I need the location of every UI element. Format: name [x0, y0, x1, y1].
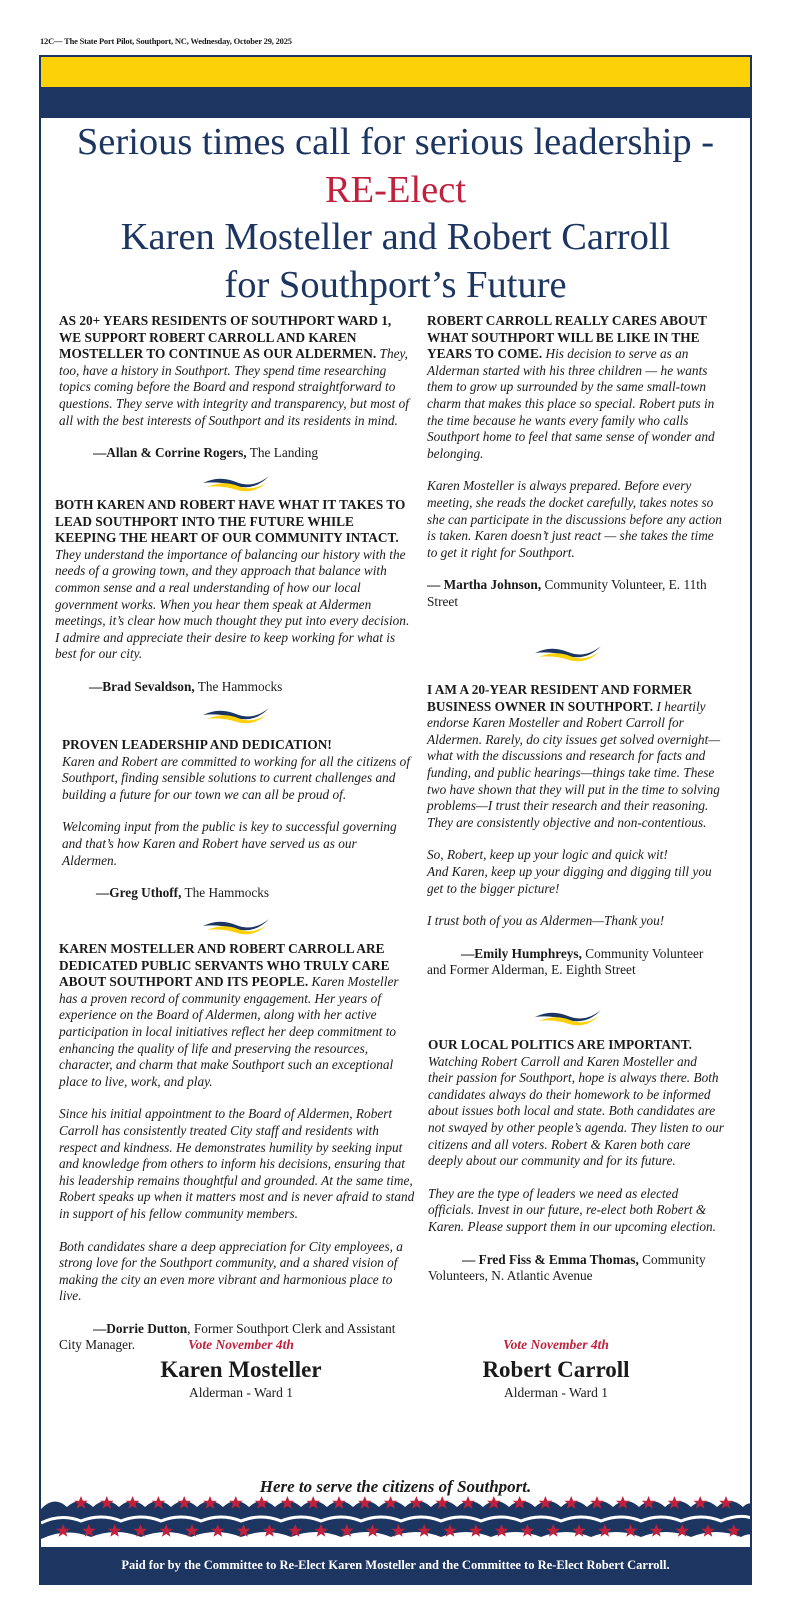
vote-date: Vote November 4th	[188, 1337, 294, 1352]
signature-location: , Former Southport Clerk and Assistant City Manager.	[59, 1320, 396, 1353]
yellow-banner	[41, 57, 750, 87]
testimonial-lead: KAREN MOSTELLER AND ROBERT CARROLL ARE DEDICATED PUBLIC SERVANTS WHO TRULY CARE ABOUT SOUTHPORT AND ITS PEOPLE.	[59, 941, 390, 990]
wave-swoosh-icon	[201, 703, 271, 725]
testimonial-body-3: Both candidates share a deep appreciation for City employees, a strong love for the Southport community, and a shared vision of making the city an even more vibrant and harmonious place to live.	[59, 1238, 403, 1304]
testimonial-body: His decision to serve as an Alderman started with his three children — he wants them to grow up surrounded by the same small-town charm that makes this place so special. Robert puts in the time because he wants every family who calls Southport home to feel that same sense of wonder and belonging.	[427, 346, 715, 461]
testimonial-rogers	[59, 313, 415, 462]
wave-swoosh-icon	[533, 1005, 603, 1027]
testimonial-sevaldson	[55, 497, 415, 696]
wave-swoosh-icon	[201, 471, 271, 493]
political-ad	[39, 55, 752, 1585]
headline-line-3: Karen Mosteller and Robert Carroll	[120, 216, 671, 258]
signature-location: The Hammocks	[181, 885, 270, 901]
testimonial-lead: BOTH KAREN AND ROBERT HAVE WHAT IT TAKES TO LEAD SOUTHPORT INTO THE FUTURE WHILE KEEPING THE HEART OF OUR COMMUNITY INTACT.	[55, 497, 406, 546]
testimonial-body: I heartily endorse Karen Mosteller and Robert Carroll for Aldermen. Rarely, do city issues get solved overnight—what with the discussions and research for facts and funding, and public hearings—things take time. These two have shown that they will put in the time to solving problems—I trust their research and their reasoning. They are consistently objective and non-contentious.	[427, 698, 721, 830]
signature-location: Community Volunteer, E. 11th Street	[427, 577, 707, 609]
signature-name: —Brad Sevaldson,	[89, 678, 195, 694]
signature-location: Community Volunteers, N. Atlantic Avenue	[428, 1251, 706, 1284]
headline-line-4: for Southport’s Future	[224, 263, 567, 306]
vote-date: Vote November 4th	[503, 1337, 609, 1352]
testimonial-body-2: Welcoming input from the public is key to successful governing and that’s how Karen and Robert have served us as our Aldermen.	[62, 819, 397, 868]
signature-name: — Martha Johnson,	[427, 577, 542, 593]
testimonial-fiss-thomas	[428, 1037, 724, 1285]
testimonial-body-3: I trust both of you as Aldermen—Thank you!	[427, 913, 665, 929]
candidate-title: Alderman - Ward 1	[503, 1385, 608, 1400]
headline-line-2: RE-Elect	[324, 168, 467, 211]
testimonial-body-2: Karen Mosteller is always prepared. Before every meeting, she reads the docket carefully, takes notes so she can participate in the discussions before any action is taken. Karen doesn’t just react — she takes the time to get it right for Southport.	[427, 478, 722, 560]
candidate-name: Karen Mosteller	[160, 1357, 322, 1382]
candidate-name: Robert Carroll	[482, 1357, 630, 1382]
candidate-robert	[436, 1337, 676, 1400]
signature-location: Community Volunteer and Former Alderman, E. Eighth Street	[427, 945, 704, 978]
navy-banner	[41, 87, 750, 118]
testimonial-body-2b: And Karen, keep up your digging and digging till you get to the bigger picture!	[427, 863, 712, 896]
candidate-karen	[121, 1337, 361, 1400]
tagline: Here to serve the citizens of Southport.	[259, 1477, 532, 1496]
wave-swoosh-icon	[201, 914, 271, 936]
testimonial-body-2: Since his initial appointment to the Board of Aldermen, Robert Carroll has consistently treated City staff and residents with respect and kindness. He demonstrates humility by seeking input and knowledge from others to inform his decisions, ensuring that his leadership remains thoughtful and grounded. At the same time, Robert speaks up when it matters most and is never afraid to stand in support of his fellow community members.	[59, 1106, 415, 1221]
testimonial-body: They understand the importance of balancing our history with the needs of a growing town, and they approach that balance with common sense and a real understanding of how our local government works. When you hear them speak at Aldermen meetings, it’s clear how much thought they put into every decision. I admire and appreciate their desire to keep working for what is best for our city.	[55, 546, 410, 662]
testimonial-lead: OUR LOCAL POLITICS ARE IMPORTANT.	[428, 1037, 692, 1052]
testimonial-body: They, too, have a history in Southport. They spend time researching topics coming before the Board and respond straightforward to questions. They serve with integrity and transparency, but most of all with the best interests of Southport and its residents in mind.	[59, 346, 409, 428]
testimonial-body: Karen Mosteller has a proven record of community engagement. Her years of experience on the Board of Aldermen, along with her active participation in local initiatives reflect her deep commitment to enhancing the quality of life and preserving the resources, character, and charm that make Southport such an exceptional place to live, work, and play.	[59, 974, 399, 1089]
testimonial-lead: AS 20+ YEARS RESIDENTS OF SOUTHPORT WARD 1, WE SUPPORT ROBERT CARROLL AND KAREN MOSTELLER TO CONTINUE AS OUR ALDERMEN.	[59, 313, 392, 362]
stars-and-waves-border	[41, 1493, 752, 1551]
testimonial-body: Karen and Robert are committed to working for all the citizens of Southport, finding sensible solutions to current challenges and building a future for our town we can all be proud of.	[62, 753, 411, 802]
testimonial-uthoff	[62, 737, 414, 902]
testimonial-dutton	[59, 941, 417, 1354]
testimonial-humphreys	[427, 682, 723, 979]
testimonial-body-2: So, Robert, keep up your logic and quick wit!	[427, 847, 668, 863]
testimonial-lead: I AM A 20-YEAR RESIDENT AND FORMER BUSINESS OWNER IN SOUTHPORT.	[427, 682, 692, 714]
signature-name: —Dorrie Dutton	[93, 1320, 188, 1336]
testimonial-body-2: They are the type of leaders we need as elected officials. Invest in our future, re-elect both Robert & Karen. Please support them in our upcoming election.	[428, 1185, 716, 1234]
candidate-title: Alderman - Ward 1	[188, 1385, 293, 1400]
testimonial-lead: PROVEN LEADERSHIP AND DEDICATION!	[62, 737, 332, 752]
signature-location: The Hammocks	[194, 678, 283, 694]
testimonial-lead: ROBERT CARROLL REALLY CARES ABOUT WHAT SOUTHPORT WILL BE LIKE IN THE YEARS TO COME.	[427, 313, 707, 362]
testimonial-body: Watching Robert Carroll and Karen Mosteller and their passion for Southport, hope is always there. Both candidates always do their homework to be informed about issues both local and state. Both candidates are not swayed by other people’s agenda. They listen to our citizens and all voters. Robert & Karen both care deeply about our community and for its future.	[428, 1053, 724, 1169]
paid-for-disclaimer: Paid for by the Committee to Re-Elect Karen Mosteller and the Committee to Re-Elect Robert Carroll.	[41, 1547, 750, 1583]
signature-name: —Allan & Corrine Rogers,	[93, 445, 247, 461]
signature-name: —Greg Uthoff,	[96, 885, 182, 901]
wave-swoosh-icon	[533, 641, 603, 663]
ad-headline	[41, 119, 750, 309]
headline-line-1: Serious times call for serious leadership -	[76, 121, 715, 163]
signature-location: The Landing	[246, 445, 319, 461]
page-folio: 12C— The State Port Pilot, Southport, NC, Wednesday, October 29, 2025	[40, 36, 292, 46]
testimonial-johnson	[427, 313, 723, 611]
signature-name: —Emily Humphreys,	[461, 945, 582, 961]
signature-name: — Fred Fiss & Emma Thomas,	[462, 1251, 639, 1267]
